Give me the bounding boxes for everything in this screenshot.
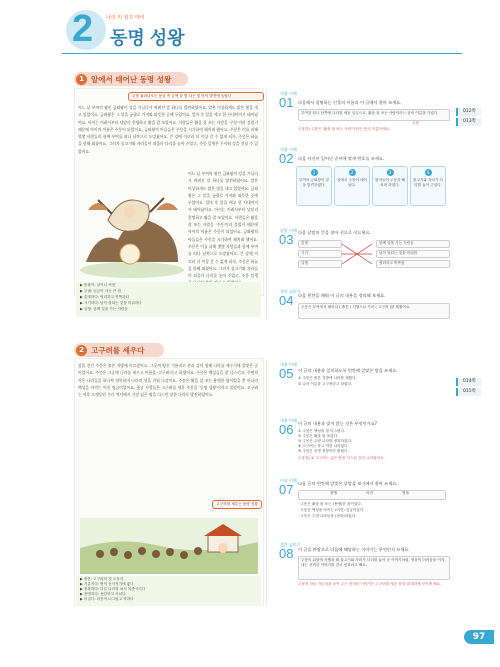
q03-right-item[interactable]: 영리하고 똑똑함: [376, 260, 450, 268]
side-tab-013[interactable]: 013쪽: [456, 118, 481, 126]
q08-number: 08: [279, 546, 294, 561]
step-text: 알에서 주몽이 태어났다.: [336, 178, 368, 188]
q01-number: 01: [279, 95, 294, 110]
q02-number: 02: [279, 151, 294, 166]
q02-step: [334, 166, 370, 206]
q03-left-item[interactable]: 일행: [298, 260, 342, 268]
section-1-body-tail: 어느 날 부여의 왕인 금와왕이 강을 거닐다가 버려진 알 하나를 발견하였어요. 알은 이상하게도 밝은 빛을 내고 있었어요. 금와왕은 그 알을 궁궐로 가져와 따뜻한 곳에 두었어요. 얼마 후 알을 깨고 한 사내아이가 태어났어요. 아이는 어려서부터 남달리 총명하고 활을 잘 쏘았어요. 사람들은 활을 잘 쏘는 사람을 '주몽'이라 불렀기 때문에 아이의 이름은 주몽이 되었어요. 금와왕의 아들들은 주몽을 시기하여 해치려 했어요. 주몽은 이를 피해 몇몇 사람들과 함께 부여를 떠나 남쪽으로 도망쳤어요. 큰 강에 이르러 더 이상 갈 수 없게 되자, 주몽은 하늘을 향해 외쳤어요. 그러자 물고기와 자라들이 떠올라 다리를 놓아 주었고, 주몽 일행: [188, 171, 258, 279]
q07-item: · 주몽은 주변 나라들을 (정복)하였다.: [298, 514, 357, 518]
q03-left-item[interactable]: 시기: [298, 250, 342, 258]
section-1-title: 알에서 태어난 동명 성왕: [91, 75, 172, 84]
chapter-subtitle: 나의 미 힐끄 마미: [106, 15, 145, 21]
q04-text: 다음 빈칸을 채워 이 글의 내용을 정리해 보세요.: [298, 293, 386, 298]
vocab-item: ▶ 일행: 함께 길을 가는 사람들: [80, 307, 128, 311]
side-tab-014[interactable]: 014쪽: [456, 378, 481, 386]
q05-label: 내용 이해: [280, 362, 297, 367]
q04-number: 04: [279, 293, 294, 308]
q06-number: 06: [279, 422, 294, 437]
q05-item: ① 주몽은 졸본 지방에 나라를 세웠다.: [298, 376, 357, 380]
vocab-item: ▶ 기름지다: 땅이 농사짓기에 좋다: [80, 582, 134, 586]
vocab-item: ▶ 총명하다: 영리하고 똑똑하다: [80, 295, 130, 299]
q07-item: · 주몽은 활을 잘 쏘는 (용맹)한 왕이었다.: [298, 502, 363, 506]
side-tab-015[interactable]: 015쪽: [456, 388, 481, 396]
step-text: 부여의 금와왕이 알을 발견하였다.: [298, 178, 330, 188]
q07-label: 어휘 이해: [280, 478, 297, 483]
step-number: 1: [311, 169, 318, 176]
section-1-badge: 1: [76, 74, 87, 85]
q07-choice: 어진: [366, 491, 373, 495]
q03-right-item[interactable]: 함께 길을 가는 사람들: [376, 240, 450, 248]
q01-answer: 도움말) 주몽은 '활을 잘 쏘는 사람'이라는 뜻의 이름이에요.: [298, 127, 391, 131]
vocab-item: ▶ 졸본: 고구려의 첫 도읍지: [80, 577, 124, 581]
step-text: 왕자들이 주몽을 해치려 하였다.: [374, 178, 406, 188]
q07-text: 다음 글의 빈칸에 알맞은 낱말을 보기에서 찾아 쓰세요.: [298, 481, 398, 486]
section-2-title: 고구려를 세우다: [91, 346, 145, 355]
page-number: 97: [464, 630, 494, 644]
q02-step: [410, 166, 446, 206]
chapter-title: 동명 성왕: [110, 28, 185, 48]
q06-item[interactable]: ④ 고구려는 작고 약한 나라였다.: [298, 444, 349, 448]
vocab-item: ▶ 시기하다: 남이 잘되는 것을 미워하다: [80, 301, 142, 305]
step-number: 4: [425, 169, 432, 176]
q02-label: 내용 이해: [280, 147, 297, 152]
q02-step: [372, 166, 408, 206]
q08-answer: 주몽의 하늘 자손임을 보여 주는 신비한 이야기는 고구려를 세운 왕을 위대하게 보이게 해요.: [298, 582, 442, 586]
section-2-body: 강을 건넌 주몽은 졸본 지방에 이르렀어요. 그곳의 땅은 기름지고 산과 강이 험해 나라를 세우기에 알맞은 곳이었어요. 주몽은 그곳에 나라를 세우고 이름을 '고구려'라고 하였어요. 주몽은 백성들을 잘 다스리고, 주변의 작은 나라들을 하나씩 정복하며 나라의 힘을 키워 나갔어요. 주몽은 활을 잘 쏘는 용맹한 왕이었을 뿐 아니라 백성을 아끼는 어진 임금이었어요. 훗날 사람들은 고구려를 세운 주몽을 '동명 성왕'이라고 불렀어요. 고구려는 이후 오랫동안 우리 역사에서 가장 넓은 땅을 다스린 강한 나라로 발전하였어요.: [78, 363, 258, 398]
vocab-item: ▶ 궁궐: 임금이 사는 큰 집: [80, 289, 121, 293]
q02-text: 다음 사건이 일어난 순서에 맞게 번호를 쓰세요.: [298, 156, 385, 161]
q01-text: 다음에서 설명하는 인물의 이름과 이 글에서 찾아 쓰세요.: [298, 100, 402, 105]
q07-choice: 용맹: [330, 491, 337, 495]
vocab-item: ▶ 뜻풀이: 알이나 씨앗: [80, 283, 116, 287]
q03-label: 낱말 이해: [280, 228, 297, 233]
q05-item: ② 나라 이름을 고구려라고 하였다.: [298, 382, 353, 386]
q08-box: 주몽이 위험에 처했을 때 물고기와 자라가 다리를 놓아 준 이야기처럼, 영웅이 어려움을 이겨 내는 신비한 이야기를 건국 신화라고 해요.: [298, 556, 450, 580]
q02-step: [296, 166, 332, 206]
vocab-item: ▶ 정복하다: 다른 나라를 쳐서 복종시키다: [80, 587, 146, 591]
q08-label: 생각 넓히기: [280, 542, 301, 547]
section-1-body-continued: [188, 170, 258, 280]
q03-number: 03: [279, 232, 294, 247]
q06-item[interactable]: ② 주몽은 활을 잘 쏘았다.: [298, 434, 339, 438]
side-tab-012[interactable]: 012쪽: [456, 108, 481, 116]
q07-number: 07: [279, 482, 294, 497]
q05-text: 이 글의 내용과 일치하도록 빈칸에 알맞은 말을 쓰세요.: [298, 368, 398, 373]
q04-box: 주몽은 부여에서 태어나 ( 졸본 ) 지방으로 가서 ( 고구려 )를 세웠어요.: [298, 303, 450, 319]
speech-bubble: 금빛 흘러나오는 동굴 속 금색 알 빛 나는 빛 아이 발견에 놀랐다: [128, 92, 264, 101]
step-number: 2: [349, 169, 356, 176]
section-1-body: 어느 날 부여의 왕인 금와왕이 강을 거닐다가 버려진 알 하나를 발견하였어요. 알은 이상하게도 밝은 빛을 내고 있었어요. 금와왕은 그 알을 궁궐로 가져와 따뜻한 곳에 두었어요. 얼마 후 알을 깨고 한 사내아이가 태어났어요. 아이는 어려서부터 남달리 총명하고 활을 잘 쏘았어요. 사람들은 활을 잘 쏘는 사람을 '주몽'이라 불렀기 때문에 아이의 이름은 주몽이 되었어요. 금와왕의 아들들은 주몽을 시기하여 해치려 했어요. 주몽은 이를 피해 몇몇 사람들과 함께 부여를 떠나 남쪽으로 도망쳤어요. 큰 강에 이르러 더 이상 갈 수 없게 되자, 주몽은 하늘을 향해 외쳤어요. 그러자 물고기와 자라들이 떠올라 다리를 놓아 주었고, 주몽 일행은 무사히 강을 건널 수 있었어요.: [78, 105, 258, 154]
q06-item[interactable]: ① 주몽은 백성을 잘 다스렸다.: [298, 429, 346, 433]
vocab-item: ▶ 용맹하다: 용감하고 사납다: [80, 592, 126, 596]
q08-text: 이 글을 바탕으로 다음에 해당하는 이야기는 무엇인지 쓰세요.: [298, 547, 410, 552]
step-number: 3: [387, 169, 394, 176]
illustration-birth-of-jumong: [78, 170, 186, 280]
column-divider: [266, 90, 267, 320]
q03-match-lines: [342, 240, 372, 268]
q01-label: 내용 이해: [280, 91, 297, 96]
header-rule: [62, 53, 462, 54]
q01-box: 부여를 떠나 남쪽에 나라를 세운 임금으로, 활을 잘 쏘는 사람이라는 뜻의 이름을 가졌다.: [298, 109, 450, 121]
q06-item[interactable]: ③ 주몽은 주변 나라를 정복하였다.: [298, 439, 353, 443]
q03-text: 다음 낱말의 뜻을 찾아 선으로 이으세요.: [298, 230, 371, 235]
illustration-founding-goguryeo: [80, 518, 258, 574]
column-divider-2: [266, 360, 267, 605]
chapter-number: 2: [72, 8, 94, 50]
vocab-item: ▶ 어질다: 마음이 너그럽고 착하다: [80, 597, 134, 601]
figure-caption: 고구려를 세우는 동명 성왕: [212, 500, 262, 509]
q06-answer: 도움말) ④ 고구려는 넓은 땅을 다스린 강한 나라였어요.: [298, 456, 385, 460]
q07-item: · 주몽은 백성을 아끼는 (어진) 임금이었다.: [298, 508, 365, 512]
q03-right-item[interactable]: 남이 잘되는 것을 미워함: [376, 250, 450, 258]
q06-item[interactable]: ⑤ 주몽은 동명 성왕이라 불렸다.: [298, 449, 349, 453]
q05-number: 05: [279, 366, 294, 381]
q01-answer-note: 주몽: [412, 121, 419, 125]
q04-label: 생각 넓히기: [280, 289, 301, 294]
q06-text: 이 글의 내용과 맞지 않는 것은 무엇인가요?: [298, 421, 377, 426]
q07-choice: 정복: [402, 491, 409, 495]
step-text: 물고기와 자라가 다리를 놓아 주었다.: [412, 178, 444, 188]
q03-left-item[interactable]: 총명: [298, 240, 342, 248]
section-2-badge: 2: [76, 345, 87, 356]
q06-label: 내용 이해: [280, 418, 297, 423]
